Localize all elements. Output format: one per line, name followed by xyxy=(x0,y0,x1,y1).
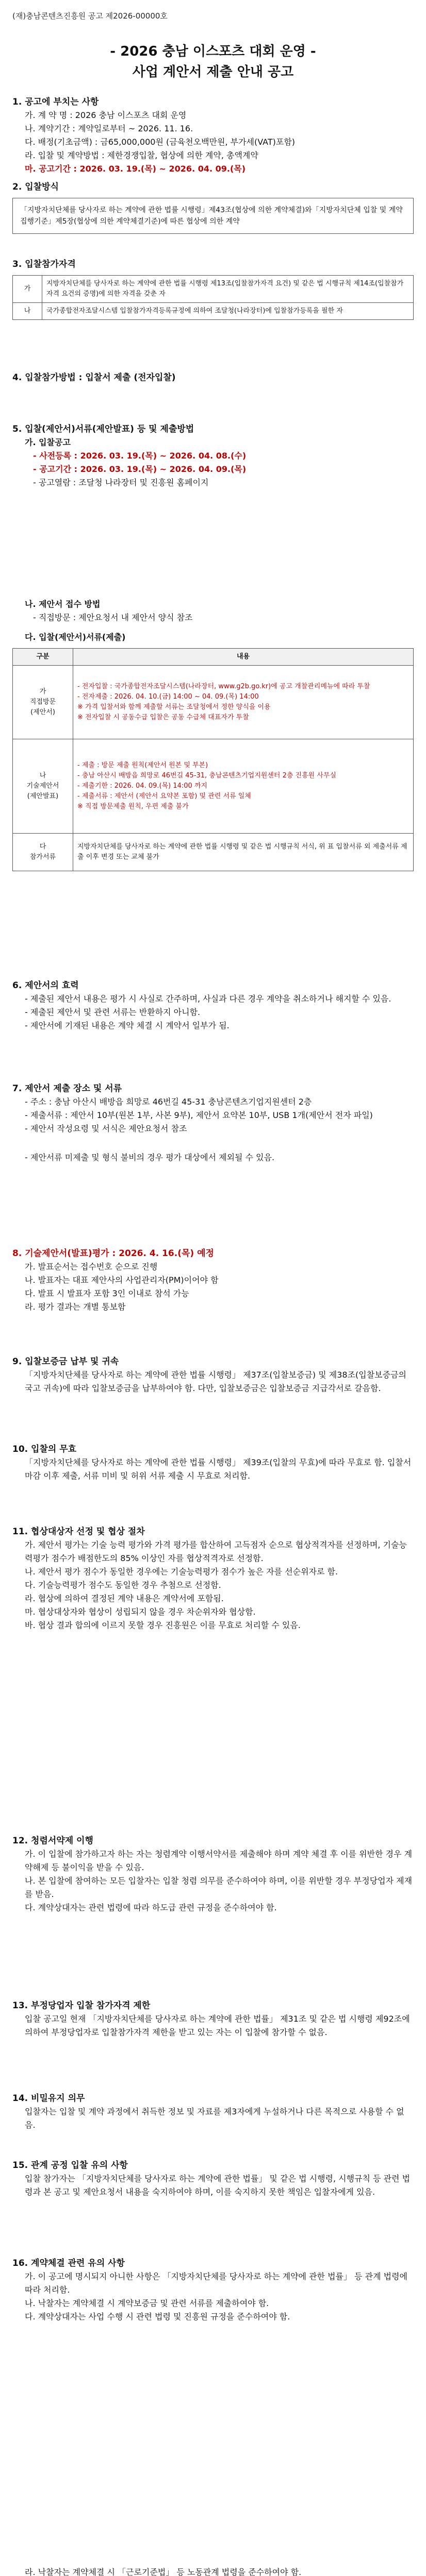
item: - 제출된 제안서 내용은 평가 시 사실로 간주하며, 사실과 다른 경우 계약을 취소하거나 해지할 수 있음. xyxy=(25,994,391,1004)
section-heading: 11. 협상대상자 선정 및 협상 절차 xyxy=(12,1527,145,1537)
item: 가. 계 약 명 : 2026 충남 이스포츠 대회 운영 xyxy=(25,110,187,120)
section-heading: 8. 기술제안서(발표)평가 : 2026. 4. 16.(목) 예정 xyxy=(12,1248,214,1259)
table-cell: 나 xyxy=(13,303,42,320)
item: 라. 협상에 의하여 결정된 계약 내용은 계약서에 포함됨. xyxy=(25,1594,224,1603)
item: - 공고열람 : 조달청 나라장터 및 진흥원 홈페이지 xyxy=(33,478,209,487)
paragraph: 「지방자치단체를 당사자로 하는 계약에 관한 법률 시행령」 제37조(입찰보증금) 및 제38조(입찰보증금의 국고 귀속)에 따라 입찰보증금을 납부하여야 함. 다만, 입찰보증금은 입찰보증금 지급각서로 갈음함. xyxy=(25,1370,407,1393)
item: 바. 협상 결과 합의에 이르지 못할 경우 진흥원은 이를 무효로 처리할 수 있음. xyxy=(25,1620,301,1630)
table-header: 구분 xyxy=(13,649,73,666)
table-cell: 지방자치단체를 당사자로 하는 계약에 관한 법률 시행령 및 같은 법 시행규칙 서식, 위 표 입찰서류 외 제출서류 제출 이후 변경 또는 교체 불가 xyxy=(73,834,414,871)
section-5 xyxy=(12,422,414,489)
item: - 제출서류 : 제안서 10부(원본 1부, 사본 9부), 제안서 요약본 10부, USB 1개(제안서 전자 파일) xyxy=(25,1110,373,1120)
submission-table xyxy=(12,648,414,871)
item: - 제안서 작성요령 및 서식은 제안요청서 참조 xyxy=(25,1124,187,1133)
section-heading: 10. 입찰의 무효 xyxy=(12,1444,77,1454)
table-cell: - 제출 : 방문 제출 원칙(제안서 원본 및 부본) - 충남 아산시 배방읍 희망로 46번길 45-31, 충남콘텐츠기업지원센터 2층 진흥원 사무실 - 제출기한 : 2026. 04. 09.(목) 14:00 까지 - 제출서류 : 제안서 (제안서 요약본 포함) 및 관련 서류 일체 ※ 직접 방문제출 원칙, 우편 제출 불가 xyxy=(73,739,414,834)
section-15 xyxy=(12,2092,414,2132)
table-cell: 나 기술제안서 (제안발표) xyxy=(13,739,73,834)
section-12 xyxy=(12,1525,414,1632)
section-13 xyxy=(12,1834,414,1914)
table-cell: 지방자치단체를 당사자로 하는 계약에 관한 법률 시행령 제13조(입찰참가자격 요건) 및 같은 법 시행규칙 제14조(입찰참가자격 요건의 증명)에 의한 자격을 갖춘 자 xyxy=(42,276,414,303)
table-row xyxy=(13,739,414,834)
item: 마. 협상대상자와 협상이 성립되지 않을 경우 차순위자와 협상함. xyxy=(25,1607,256,1617)
item: 나. 제안서 접수 방법 xyxy=(25,599,101,609)
item: 나. 발표자는 대표 제안사의 사업관리자(PM)이어야 함 xyxy=(25,1275,219,1285)
item: 라. 입찰 및 계약방법 : 제한경쟁입찰, 협상에 의한 계약, 총액계약 xyxy=(25,150,258,160)
section-9 xyxy=(12,1247,414,1314)
item: 다. 기술능력평가 점수도 동일한 경우 추첨으로 선정함. xyxy=(25,1580,221,1590)
title-line-1: - 2026 충남 이스포츠 대회 운영 - xyxy=(110,44,316,59)
section-8 xyxy=(12,1082,414,1164)
item: 다. 배정(기초금액) : 금65,000,000원 (금육천오백만원, 부가세(VAT)포함) xyxy=(25,137,296,147)
table-cell: - 전자입찰 : 국가종합전자조달시스템(나라장터, www.g2b.go.kr)에 공고 개찰관리메뉴에 따라 투찰 - 전자제출 : 2026. 04. 10.(금) 14:00 ~ 04. 09.(목) 14:00 ※ 가격 입찰서와 함께 제출할 서류는 조달청에서 정한 양식을 이용 ※ 전자입찰 시 공동수급 입찰은 공동 수급체 대표자가 투찰 xyxy=(73,666,414,739)
item: - 주소 : 충남 아산시 배방읍 희망로 46번길 45-31 충남콘텐츠기업지원센터 2층 xyxy=(25,1097,312,1107)
table-cell: 가 직접방문 (제안서) xyxy=(13,666,73,739)
table-cell: 다 참가서류 xyxy=(13,834,73,871)
page-title xyxy=(0,41,426,82)
section-4 xyxy=(12,371,414,384)
item: 나. 본 입찰에 참여하는 모든 입찰자는 입찰 청렴 의무를 준수하여야 하며, 이를 위반할 경우 부정당업자 제재를 받음. xyxy=(25,1876,413,1899)
section-heading: 15. 관계 공정 입찰 유의 사항 xyxy=(12,2160,128,2171)
section-17-cont xyxy=(12,2566,414,2576)
section-heading: 2. 입찰방식 xyxy=(12,182,59,192)
item: 가. 이 공고에 명시되지 아니한 사항은 「지방자치단체를 당사자로 하는 계약에 관한 법률」 등 관계 법령에 따라 처리함. xyxy=(25,2272,407,2295)
section-heading: 7. 제안서 제출 장소 및 서류 xyxy=(12,1083,122,1094)
item: - 제안서류 미제출 및 형식 불비의 경우 평가 대상에서 제외될 수 있음. xyxy=(25,1153,275,1162)
section-heading: 6. 제안서의 효력 xyxy=(12,980,79,991)
item: - 사전등록 : 2026. 03. 19.(목) ~ 2026. 04. 08.(수) xyxy=(33,451,247,461)
item: 다. 발표 시 발표자 포함 3인 이내로 참석 가능 xyxy=(25,1289,189,1298)
item: 마. 공고기간 : 2026. 03. 19.(목) ~ 2026. 04. 09.(목) xyxy=(25,164,246,174)
item: 나. 낙찰자는 계약체결 시 계약보증금 및 관련 서류를 제출하여야 함. xyxy=(25,2298,269,2308)
sub-heading: 가. 입찰공고 xyxy=(25,437,71,447)
item: 라. 낙찰자는 계약체결 시 「근로기준법」 등 노동관계 법령을 준수하여야 함. xyxy=(25,2567,302,2576)
item: 다. 계약상대자는 관련 법령에 따라 하도급 관련 규정을 준수하여야 함. xyxy=(25,1903,277,1912)
item: 가. 이 입찰에 참가하고자 하는 자는 청렴계약 이행서약서를 제출해야 하며 계약 체결 후 이를 위반한 경우 계약해제 등 불이익을 받을 수 있음. xyxy=(25,1849,413,1872)
section-heading: 16. 계약체결 관련 유의 사항 xyxy=(12,2258,125,2268)
section-11 xyxy=(12,1443,414,1483)
table-row xyxy=(13,666,414,739)
section-3 xyxy=(12,258,414,320)
title-line-2: 사업 계안서 제출 안내 공고 xyxy=(132,64,294,80)
item: 가. 발표순서는 접수번호 순으로 진행 xyxy=(25,1262,158,1272)
item: 다. 계약상대자는 사업 수행 시 관련 법령 및 진흥원 규정을 준수하여야 함. xyxy=(25,2312,290,2321)
section-heading: 14. 비밀유지 의무 xyxy=(12,2093,85,2104)
section-heading: 3. 입찰참가자격 xyxy=(12,259,76,269)
table-header: 내용 xyxy=(73,649,414,666)
section-heading: 9. 입찰보증금 납부 및 귀속 xyxy=(12,1357,119,1367)
table-row xyxy=(13,834,414,871)
item: 나. 제안서 평가 점수가 동일한 경우에는 기술능력평가 점수가 높은 자를 선순위자로 함. xyxy=(25,1567,338,1577)
qualification-table xyxy=(12,275,414,320)
item: 라. 평가 결과는 개별 통보함 xyxy=(25,1302,126,1312)
item: - 직접방문 : 제안요청서 내 제안서 양식 참조 xyxy=(33,613,193,622)
section-10 xyxy=(12,1355,414,1395)
table-header-row xyxy=(13,649,414,666)
item: - 제출된 제안서 및 관련 서류는 반환하지 아니함. xyxy=(25,1007,201,1017)
paragraph: 입찰자는 입찰 및 계약 과정에서 취득한 정보 및 자료를 제3자에게 누설하거나 다른 목적으로 사용할 수 없음. xyxy=(25,2107,404,2130)
section-2 xyxy=(12,180,414,234)
sub-heading: 다. 입찰(제안서)서류(제출) xyxy=(25,632,126,642)
section-17 xyxy=(12,2257,414,2324)
section-heading: 13. 부정당업자 입찰 참가자격 제한 xyxy=(12,2001,151,2011)
paragraph: 「지방자치단체를 당사자로 하는 계약에 관한 법률 시행령」 제39조(입찰의 무효)에 따라 무효로 함. 입찰서 마감 이후 제출, 서류 미비 및 허위 서류 제출 시 무효로 처리함. xyxy=(25,1458,412,1481)
section-14 xyxy=(12,1999,414,2039)
paragraph: 입찰 공고일 현재 「지방자치단체를 당사자로 하는 계약에 관한 법률」 제31조 및 같은 법 시행령 제92조에 의하여 부정당업자로 입찰참가자격 제한을 받고 있는 자는 이 입찰에 참가할 수 없음. xyxy=(25,2014,410,2037)
table-row xyxy=(13,276,414,303)
section-heading: 4. 입찰참가방법 : 입찰서 제출 (전자입찰) xyxy=(12,372,176,383)
section-6 xyxy=(12,598,414,871)
table-row xyxy=(13,303,414,320)
item: 나. 계약기간 : 계약일로부터 ~ 2026. 11. 16. xyxy=(25,124,193,133)
paragraph: 입찰 참가자는 「지방자치단체를 당사자로 하는 계약에 관한 법률」 및 같은 법 시행령, 시행규칙 등 관련 법령과 본 공고 및 제안요청서 내용을 숙지하여야 하며, 이를 숙지하지 못한 책임은 입찰자에게 있음. xyxy=(25,2174,411,2197)
section-heading: 5. 입찰(제안서)서류(제안발표) 등 및 제출방법 xyxy=(12,424,194,434)
section-heading: 1. 공고에 부치는 사항 xyxy=(12,97,99,107)
method-box: 「지방자치단체를 당사자로 하는 계약에 관한 법률 시행령」제43조(협상에 의한 계약체결)와「지방자치단체 입찰 및 계약 집행기준」제5장(협상에 의한 계약체결기준)에 따른 협상에 의한 계약 xyxy=(12,198,414,234)
section-7 xyxy=(12,979,414,1032)
section-16 xyxy=(12,2159,414,2199)
item: - 제안서에 기재된 내용은 계약 체결 시 계약서 일부가 됨. xyxy=(25,1021,230,1030)
item: - 공고기간 : 2026. 03. 19.(목) ~ 2026. 04. 09.(목) xyxy=(33,464,247,474)
table-cell: 가 xyxy=(13,276,42,303)
table-cell: 국가종합전자조달시스템 입찰참가자격등록규정에 의하여 조달청(나라장터)에 입찰참가등록을 필한 자 xyxy=(42,303,414,320)
item: 가. 제안서 평가는 기술 능력 평가와 가격 평가를 합산하여 고득점자 순으로 협상적격자를 선정하며, 기술능력평가 점수가 배점한도의 85% 이상인 자를 협상적격자로 선정함. xyxy=(25,1540,407,1563)
section-heading: 12. 청렴서약제 이행 xyxy=(12,1836,93,1846)
section-1 xyxy=(12,95,414,176)
header-note: (재)충남콘텐츠진흥원 공고 제2026-00000호 xyxy=(12,11,168,21)
